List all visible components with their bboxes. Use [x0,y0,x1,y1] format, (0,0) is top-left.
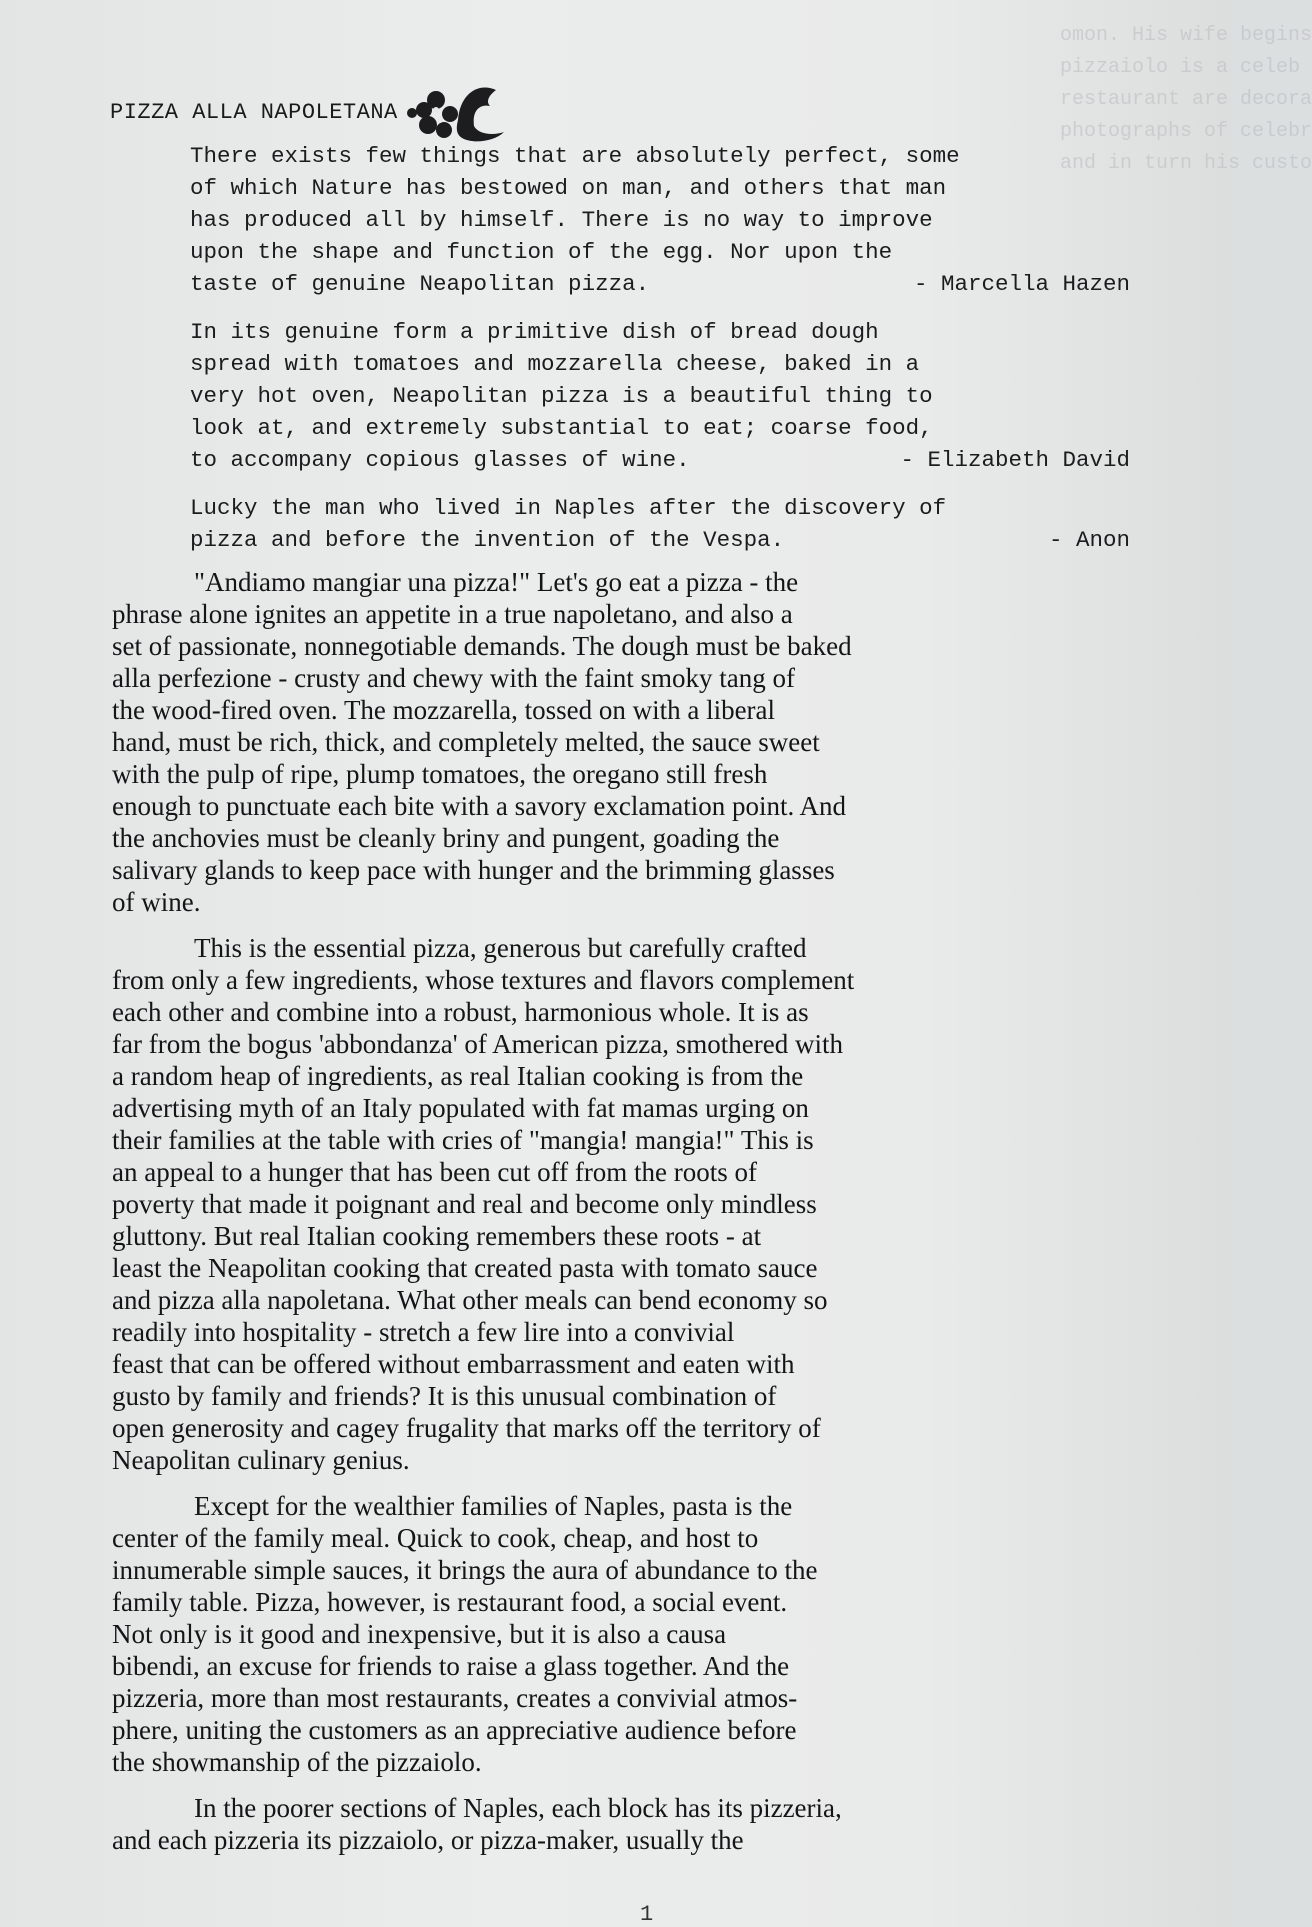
body-line: Except for the wealthier families of Naples, pasta is the [194,1491,793,1521]
quote-line: look at, and extremely substantial to eat; coarse food, [190,415,933,441]
body-paragraph [112,1490,1192,1778]
quote-line: has produced all by himself. There is no way to improve [190,207,933,233]
body-line: the showmanship of the pizzaiolo. [112,1747,482,1777]
body-line: phrase alone ignites an appetite in a true napoletano, and also a [112,599,793,629]
body-line: innumerable simple sauces, it brings the aura of abundance to the [112,1555,818,1585]
body-paragraph [112,932,1192,1476]
page-title: PIZZA ALLA NAPOLETANA [110,99,398,125]
body-line: with the pulp of ripe, plump tomatoes, the oregano still fresh [112,759,768,789]
body-line: the anchovies must be cleanly briny and pungent, goading the [112,823,780,853]
epigraph-quotes [190,140,1130,572]
body-line: gusto by family and friends? It is this unusual combination of [112,1381,777,1411]
quote-line: spread with tomatoes and mozzarella cheese, baked in a [190,351,920,377]
quote-line: very hot oven, Neapolitan pizza is a beautiful thing to [190,383,933,409]
body-line: least the Neapolitan cooking that created pasta with tomato sauce [112,1253,818,1283]
quote-line: to accompany copious glasses of wine. [190,447,690,473]
bleed-line: restaurant are decora [1060,88,1312,111]
quote-line: pizza and before the invention of the Vespa. [190,527,785,553]
quote-line-last [190,268,1130,300]
body-text [112,566,1192,1870]
quote-line: upon the shape and function of the egg. Nor upon the [190,239,893,265]
quote-attribution: - Marcella Hazen [913,271,1130,297]
body-line: set of passionate, nonnegotiable demands. The dough must be baked [112,631,852,661]
body-line: phere, uniting the customers as an appreciative audience before [112,1715,797,1745]
body-line: Neapolitan culinary genius. [112,1445,410,1475]
quote-line-last [190,524,1130,556]
body-line: gluttony. But real Italian cooking remembers these roots - at [112,1221,762,1251]
page-number: 1 [640,1902,654,1927]
quote-line: There exists few things that are absolutely perfect, some [190,143,960,169]
body-line: Not only is it good and inexpensive, but it is also a causa [112,1619,727,1649]
body-paragraph [112,566,1192,918]
body-line: center of the family meal. Quick to cook, cheap, and host to [112,1523,759,1553]
body-line: an appeal to a hunger that has been cut off from the roots of [112,1157,758,1187]
quote-david [190,316,1130,476]
body-line: and each pizzeria its pizzaiolo, or pizza-maker, usually the [112,1825,744,1855]
body-line: open generosity and cagey frugality that marks off the territory of [112,1413,821,1443]
body-line: pizzeria, more than most restaurants, creates a convivial atmos- [112,1683,798,1713]
body-line: a random heap of ingredients, as real Italian cooking is from the [112,1061,804,1091]
body-line: This is the essential pizza, generous but carefully crafted [194,933,807,963]
body-line: alla perfezione - crusty and chewy with the faint smoky tang of [112,663,796,693]
body-line: feast that can be offered without embarrassment and eaten with [112,1349,795,1379]
flower-ornament-icon [402,80,520,144]
body-line: bibendi, an excuse for friends to raise a glass together. And the [112,1651,790,1681]
quote-line: Lucky the man who lived in Naples after the discovery of [190,495,947,521]
body-line: and pizza alla napoletana. What other meals can bend economy so [112,1285,828,1315]
quote-line: In its genuine form a primitive dish of bread dough [190,319,879,345]
body-line: poverty that made it poignant and real and become only mindless [112,1189,817,1219]
bleed-line: photographs of celebr [1060,120,1312,143]
body-line: hand, must be rich, thick, and completely melted, the sauce sweet [112,727,820,757]
body-line: advertising myth of an Italy populated with fat mamas urging on [112,1093,809,1123]
quote-anon [190,492,1130,556]
bleed-line: omon. His wife begins [1060,24,1312,47]
bleed-line: pizzaiolo is a celeb [1060,56,1301,79]
body-line: salivary glands to keep pace with hunger and the brimming glasses [112,855,835,885]
quote-line: taste of genuine Neapolitan pizza. [190,271,650,297]
body-line: enough to punctuate each bite with a savory exclamation point. And [112,791,847,821]
body-line: of wine. [112,887,201,917]
body-line: their families at the table with cries of "mangia! mangia!" This is [112,1125,814,1155]
quote-line-last [190,444,1130,476]
body-line: far from the bogus 'abbondanza' of American pizza, smothered with [112,1029,843,1059]
bleed-line: and in turn his custo [1060,152,1312,175]
body-line: family table. Pizza, however, is restaurant food, a social event. [112,1587,788,1617]
body-line: each other and combine into a robust, harmonious whole. It is as [112,997,809,1027]
quote-line: of which Nature has bestowed on man, and others that man [190,175,947,201]
body-line: In the poorer sections of Naples, each block has its pizzeria, [194,1793,842,1823]
page-header [110,80,520,144]
quote-attribution: - Anon [1048,527,1130,553]
body-line: from only a few ingredients, whose textures and flavors complement [112,965,855,995]
body-paragraph [112,1792,1192,1856]
body-line: the wood-fired oven. The mozzarella, tossed on with a liberal [112,695,776,725]
body-line: "Andiamo mangiar una pizza!" Let's go eat a pizza - the [194,567,799,597]
quote-hazen [190,140,1130,300]
quote-attribution: - Elizabeth David [900,447,1130,473]
body-line: readily into hospitality - stretch a few lire into a convivial [112,1317,735,1347]
